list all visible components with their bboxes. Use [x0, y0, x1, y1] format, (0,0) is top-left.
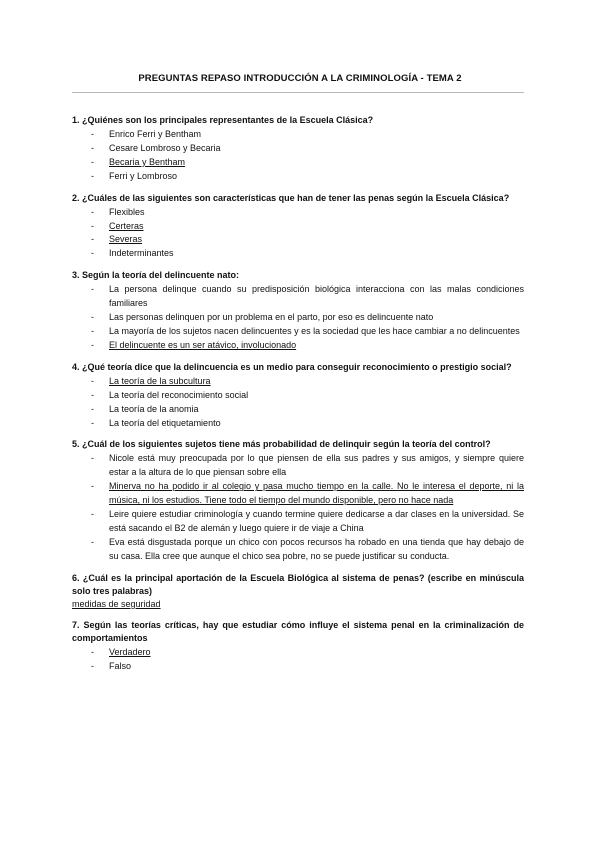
dash-bullet: - [91, 142, 94, 153]
question-block [72, 572, 524, 611]
dash-bullet: - [91, 325, 94, 336]
dash-bullet: - [91, 536, 94, 547]
option-text: Indeterminantes [109, 248, 174, 259]
dash-bullet: - [91, 453, 94, 464]
question-block [72, 269, 524, 353]
option-item [72, 375, 524, 389]
dash-bullet: - [91, 220, 94, 231]
option-text: Enrico Ferri y Bentham [109, 129, 202, 139]
option-item [72, 508, 524, 536]
option-item [72, 339, 524, 353]
question-text: 3. Según la teoría del delincuente nato: [72, 270, 240, 281]
option-text: La teoría del etiquetamiento [109, 417, 221, 428]
option-item [72, 170, 524, 184]
option-item [72, 480, 524, 508]
dash-bullet: - [91, 339, 94, 350]
dash-bullet: - [91, 646, 94, 657]
dash-bullet: - [91, 509, 94, 520]
option-text: Eva está disgustada porque un chico con pocos recursos ha robado en una tienda que hay debajo de su casa. Ella cree que aunque el chico sea pobre, no se puede justificar su conducta. [109, 536, 524, 561]
option-item [72, 247, 524, 261]
option-text: Falso [109, 660, 132, 671]
dash-bullet: - [91, 375, 94, 386]
question-text: 7. Según las teorías críticas, hay que estudiar cómo influye el sistema penal en la criminalización de comportamientos [72, 619, 524, 643]
option-text: La mayoría de los sujetos nacen delincuentes y es la sociedad que les hace cambiar a no delincuentes [109, 325, 520, 336]
option-item [72, 403, 524, 417]
dash-bullet: - [91, 389, 94, 400]
option-item [72, 452, 524, 480]
dash-bullet: - [91, 417, 94, 428]
options-list [72, 375, 524, 431]
option-item [72, 142, 524, 156]
dash-bullet: - [91, 284, 94, 295]
option-item [72, 311, 524, 325]
options-list [72, 283, 524, 353]
option-item [72, 128, 524, 142]
questions-list [72, 114, 524, 681]
dash-bullet: - [91, 156, 94, 167]
option-text: La teoría de la anomia [109, 403, 199, 414]
question-text: 6. ¿Cuál es la principal aportación de la Escuela Biológica al sistema de penas? (escribe en minúscula solo tres palabras) [72, 572, 524, 596]
option-text: La teoría del reconocimiento social [109, 389, 249, 400]
options-list [72, 646, 524, 674]
dash-bullet: - [91, 312, 94, 323]
correct-option-text: Severas [109, 234, 143, 245]
option-item [72, 206, 524, 220]
option-item [72, 220, 524, 234]
option-item [72, 536, 524, 564]
correct-option-text: Verdadero [109, 646, 151, 657]
question-text: 2. ¿Cuáles de las siguientes son características que han de tener las penas según la Escuela Clásica? [72, 192, 510, 203]
option-text: Las personas delinquen por un problema en el parto, por eso es delincuente nato [109, 312, 434, 323]
options-list [72, 452, 524, 563]
correct-option-text: Certeras [109, 220, 144, 231]
option-text: Cesare Lombroso y Becaria [109, 142, 221, 153]
option-item [72, 660, 524, 674]
question-text: 1. ¿Quiénes son los principales representantes de la Escuela Clásica? [72, 115, 374, 125]
question-block [72, 361, 524, 431]
question-block [72, 619, 524, 674]
option-item [72, 325, 524, 339]
option-text: Nicole está muy preocupada por lo que piensen de ella sus padres y sus amigos, y siempre quiere estar a la altura de lo que piensan sobre ella [109, 453, 524, 478]
dash-bullet: - [91, 170, 94, 181]
option-item [72, 283, 524, 311]
dash-bullet: - [91, 234, 94, 245]
question-text: 5. ¿Cuál de los siguientes sujetos tiene más probabilidad de delinquir según la teoría del control? [72, 439, 491, 450]
option-item [72, 233, 524, 247]
option-text: Flexibles [109, 206, 145, 217]
dash-bullet: - [91, 481, 94, 492]
page-title: PREGUNTAS REPASO INTRODUCCIÓN A LA CRIMINOLOGÍA - TEMA 2 [138, 73, 462, 84]
option-item [72, 156, 524, 170]
correct-option-text: Becaria y Bentham [109, 156, 186, 167]
dash-bullet: - [91, 403, 94, 414]
option-item [72, 389, 524, 403]
dash-bullet: - [91, 206, 94, 217]
option-text: La persona delinque cuando su predisposición biológica interacciona con las malas condiciones familiares [109, 284, 524, 309]
dash-bullet: - [91, 248, 94, 259]
option-text: Leire quiere estudiar criminología y cuando termine quiere dedicarse a dar clases en la universidad. Se está sacando el B2 de alemán y luego quiere ir de viaje a China [109, 509, 524, 533]
title-divider [72, 92, 524, 93]
question-text: 4. ¿Qué teoría dice que la delincuencia es un medio para conseguir reconocimiento o prestigio social? [72, 361, 512, 372]
option-text: Ferri y Lombroso [109, 170, 178, 181]
correct-option-text: El delincuente es un ser atávico, involucionado [109, 339, 297, 350]
option-item [72, 646, 524, 660]
question-block [72, 438, 524, 563]
correct-option-text: Minerva no ha podido ir al colegio y pasa mucho tiempo en la calle. No le interesa el deporte, ni la música, ni los estudios. Tiene todo el tiempo del mundo disponible, pero no hace nada [109, 481, 524, 506]
question-block [72, 114, 524, 184]
options-list [72, 128, 524, 184]
dash-bullet: - [91, 129, 94, 139]
correct-option-text: La teoría de la subcultura [109, 375, 211, 386]
dash-bullet: - [91, 660, 94, 671]
written-answer: medidas de seguridad [72, 598, 161, 609]
option-item [72, 417, 524, 431]
question-block [72, 192, 524, 262]
options-list [72, 206, 524, 262]
